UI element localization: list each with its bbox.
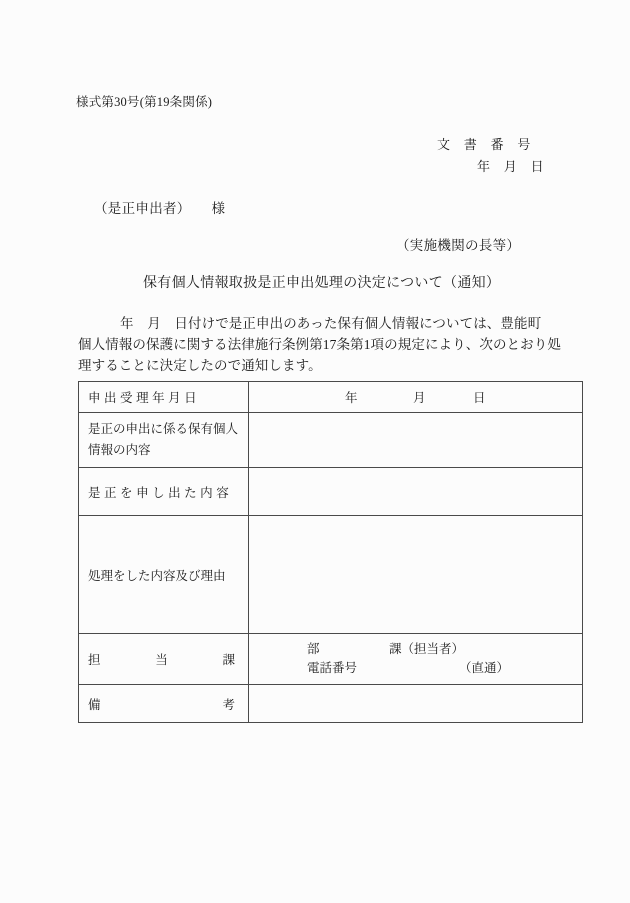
department-line bbox=[307, 640, 572, 659]
label-text: 担 当 課 bbox=[88, 653, 235, 667]
body-line-3: 理することに決定したので通知します。 bbox=[78, 358, 322, 373]
direct-line-note: （直通） bbox=[459, 661, 510, 675]
page-title: 保有個人情報取扱是正申出処理の決定について（通知） bbox=[143, 276, 501, 291]
row-value-decision-reason[interactable] bbox=[249, 516, 583, 634]
telephone-label: 電話番号 bbox=[307, 661, 358, 675]
table-row bbox=[79, 413, 583, 468]
year-label: 年 bbox=[345, 391, 358, 405]
row-value-remarks[interactable] bbox=[249, 685, 583, 723]
section-label: 課（担当者） bbox=[389, 642, 465, 656]
form-number: 様式第30号(第19条関係) bbox=[76, 95, 213, 109]
body-line-1: 年 月 日付けで是正申出のあった保有個人情報については、豊能町 bbox=[120, 316, 542, 331]
notification-form-table bbox=[78, 381, 583, 723]
table-row bbox=[79, 382, 583, 413]
row-label-information-content bbox=[79, 413, 249, 468]
table-row bbox=[79, 634, 583, 685]
date-placeholder bbox=[259, 388, 572, 406]
row-label-correction-request bbox=[79, 468, 249, 516]
row-value-information-content[interactable] bbox=[249, 413, 583, 468]
day-label: 日 bbox=[473, 391, 486, 405]
row-value-receipt-date[interactable] bbox=[249, 382, 583, 413]
row-label-remarks bbox=[79, 685, 249, 723]
body-paragraph bbox=[78, 313, 561, 376]
issuer-line: （実施機関の長等） bbox=[396, 238, 521, 253]
row-value-correction-request[interactable] bbox=[249, 468, 583, 516]
label-text: 是 正 を 申 し 出 た 内 容 bbox=[88, 485, 229, 500]
table-row bbox=[79, 468, 583, 516]
document-date-label: 年 月 日 bbox=[476, 159, 544, 174]
label-text: 備 考 bbox=[88, 697, 235, 712]
label-text: 是正の申出に係る保有個人情報の内容 bbox=[88, 422, 239, 457]
table-row bbox=[79, 516, 583, 634]
telephone-line bbox=[307, 659, 572, 678]
row-value-responsible-section[interactable] bbox=[249, 634, 583, 685]
document-number-label: 文 書 番 号 bbox=[436, 137, 531, 152]
document-number-block bbox=[437, 134, 544, 178]
label-text: 処理をした内容及び理由 bbox=[88, 568, 226, 583]
body-line-2: 個人情報の保護に関する法律施行条例第17条第1項の規定により、次のとおり処 bbox=[78, 337, 561, 352]
row-label-receipt-date bbox=[79, 382, 249, 413]
table-row bbox=[79, 685, 583, 723]
row-label-responsible-section bbox=[79, 634, 249, 685]
department-label: 部 bbox=[307, 642, 320, 656]
addressee-line: （是正申出者） 様 bbox=[94, 201, 226, 216]
contact-block bbox=[259, 640, 572, 678]
label-text: 申 出 受 理 年 月 日 bbox=[88, 391, 197, 405]
month-label: 月 bbox=[413, 391, 426, 405]
row-label-decision-reason bbox=[79, 516, 249, 634]
